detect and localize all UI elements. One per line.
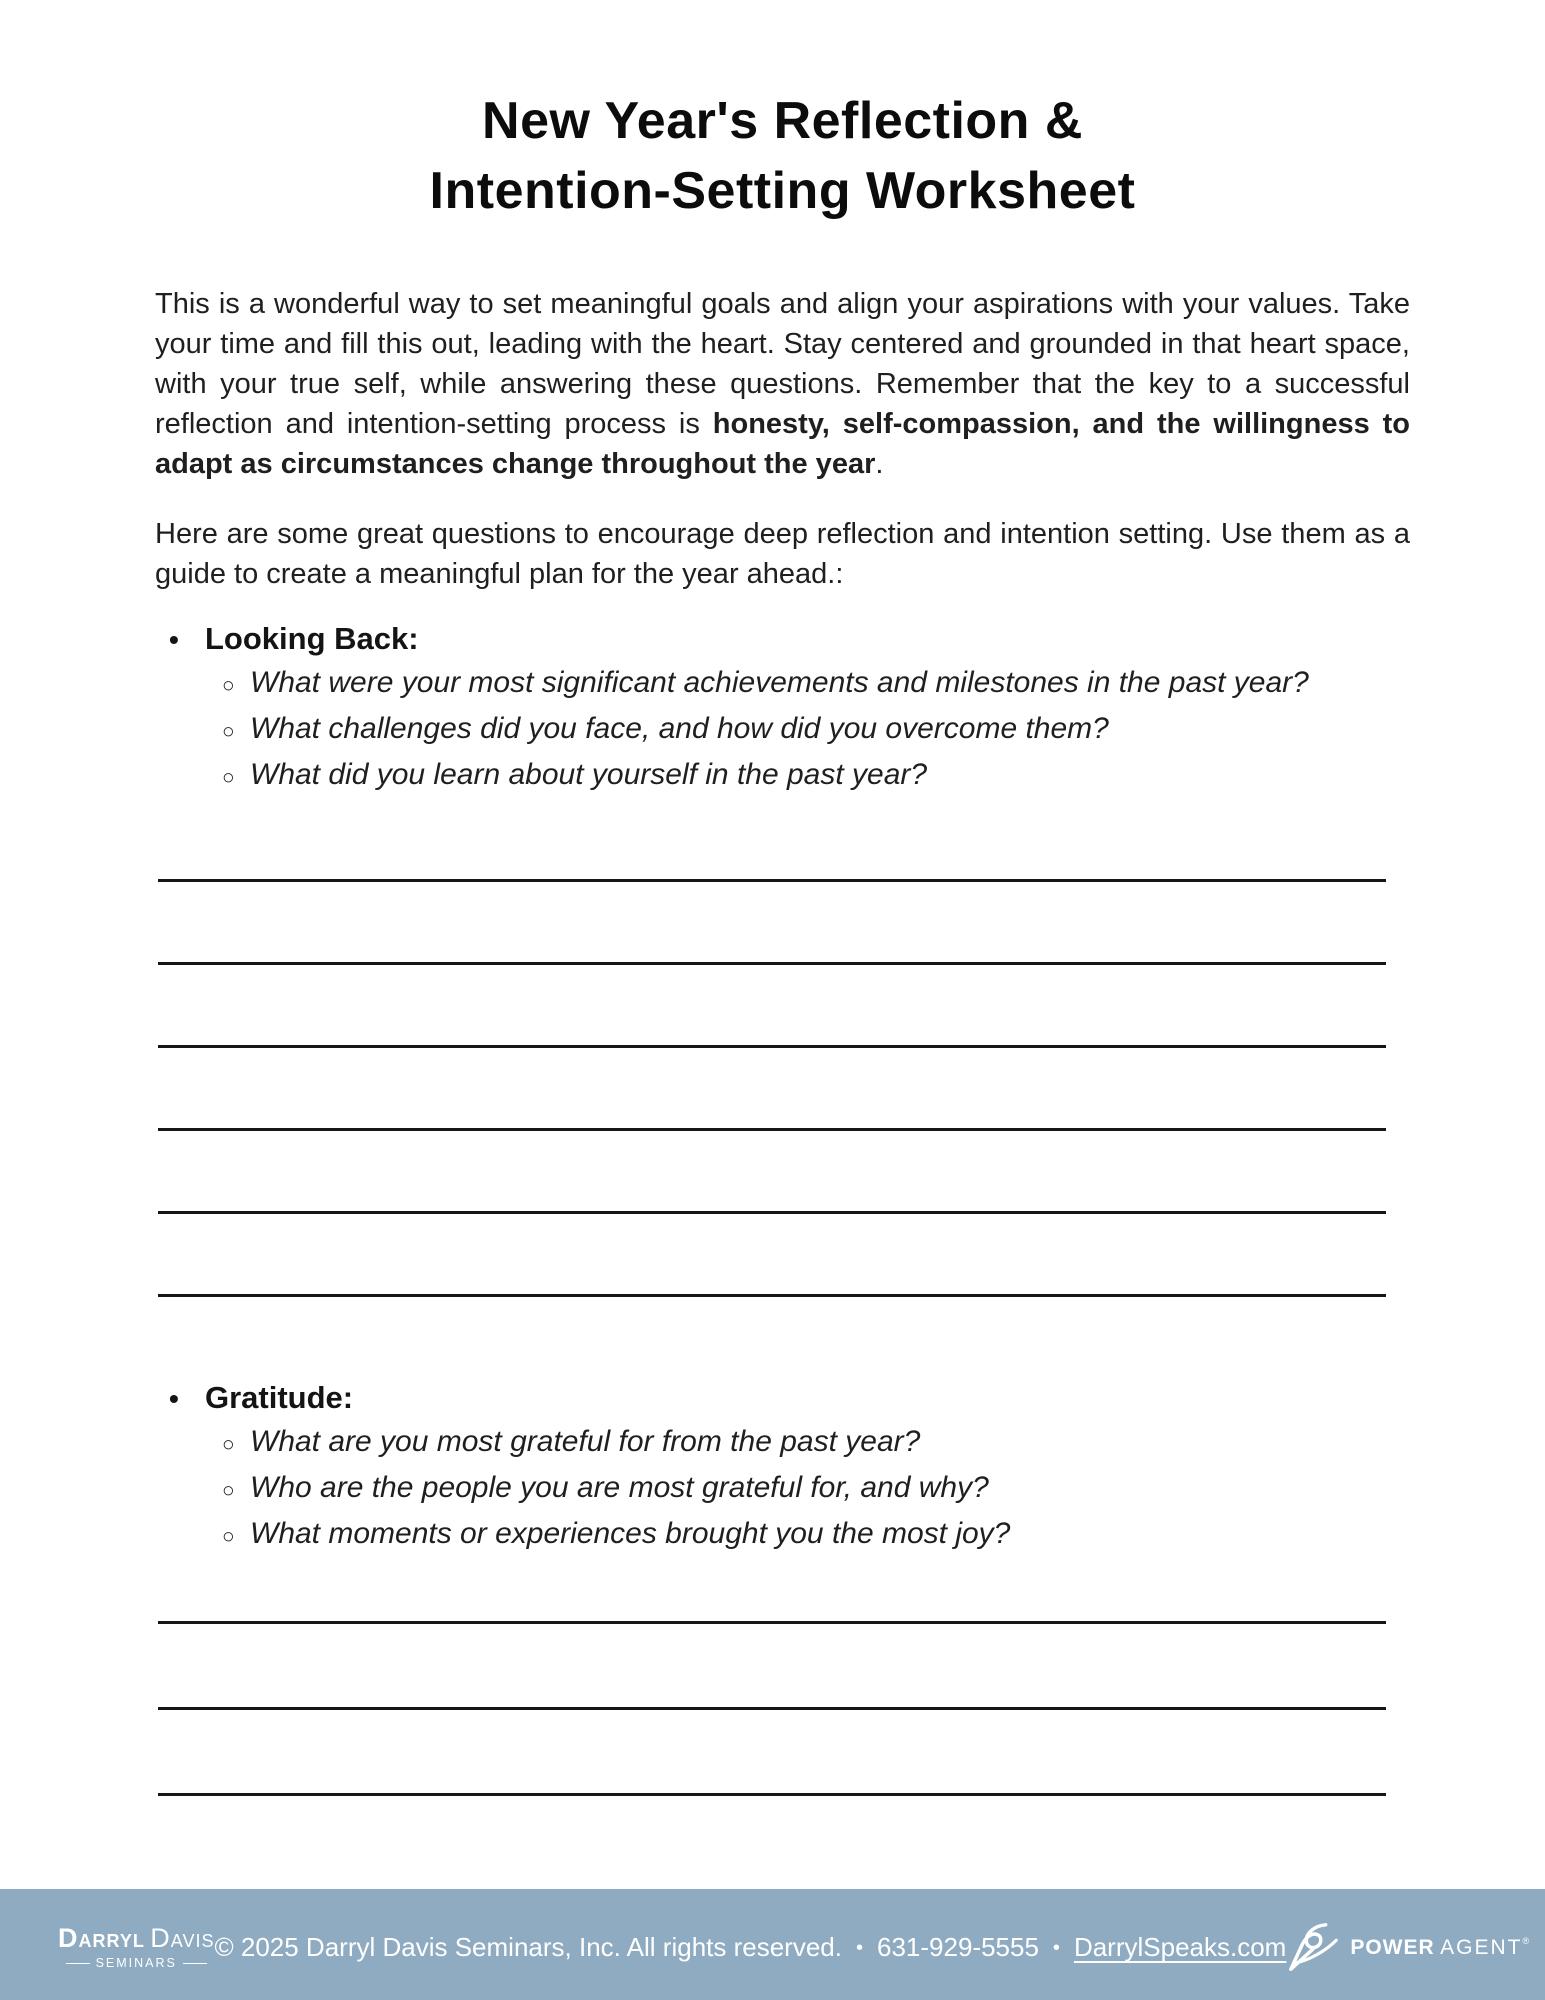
page-title-line1: New Year's Reflection & [482, 92, 1083, 150]
page-title [155, 86, 1410, 226]
circle-bullet-icon: ○ [222, 766, 235, 789]
logo-subtext-row [58, 1957, 214, 1970]
bullet-icon: • [169, 1383, 179, 1414]
section-looking-back [155, 618, 1410, 799]
darryl-davis-logo-text [58, 1925, 214, 1952]
answer-write-line [158, 962, 1386, 965]
question-text: Who are the people you are most grateful for, and why? [250, 1471, 989, 1504]
footer-copyright-row [214, 1932, 1286, 1963]
answer-write-line [158, 1045, 1386, 1048]
page-content [0, 86, 1545, 1796]
website-link[interactable]: DarrylSpeaks.com [1073, 1932, 1287, 1962]
question-text: What moments or experiences brought you the most joy? [250, 1517, 1011, 1550]
logo-rule-right [183, 1963, 207, 1964]
bullet-icon: • [169, 624, 179, 655]
registered-trademark-symbol: ® [1522, 1935, 1531, 1946]
logo-word: ARRYL [78, 1931, 145, 1952]
answer-write-line [158, 1128, 1386, 1131]
guide-paragraph: Here are some great questions to encourage deep reflection and intention setting. Use them as a guide to create a meaningful plan for the year ahead.: [155, 518, 1410, 590]
separator-dot: • [855, 1937, 863, 1959]
agent-word: AGENT [1440, 1935, 1523, 1959]
logo-word: AVIS [170, 1931, 215, 1952]
question-text: What are you most grateful for from the past year? [250, 1425, 921, 1458]
section-heading-looking-back [155, 618, 1410, 661]
question-item [155, 1466, 1410, 1512]
question-item [155, 661, 1410, 707]
answer-write-line [158, 879, 1386, 882]
circle-bullet-icon: ○ [222, 1525, 235, 1548]
question-item [155, 753, 1410, 799]
section-title-looking-back: Looking Back: [205, 621, 419, 656]
phone-number: 631-929-5555 [877, 1932, 1039, 1962]
section-heading-gratitude [155, 1377, 1410, 1420]
power-agent-logo-text [1350, 1936, 1530, 1960]
circle-bullet-icon: ○ [222, 720, 235, 743]
answer-write-line [158, 1707, 1386, 1710]
circle-bullet-icon: ○ [222, 674, 235, 697]
question-item [155, 707, 1410, 753]
intro-paragraph [155, 284, 1410, 484]
page-title-line2: Intention-Setting Worksheet [429, 162, 1136, 220]
power-agent-swoosh-icon [1286, 1919, 1344, 1977]
answer-lines-looking-back [155, 879, 1410, 1297]
question-item [155, 1420, 1410, 1466]
answer-write-line [158, 1793, 1386, 1796]
intro-period: . [875, 448, 884, 480]
circle-bullet-icon: ○ [222, 1433, 235, 1456]
question-text: What were your most significant achievements and milestones in the past year? [250, 666, 1309, 699]
power-agent-logo [1286, 1919, 1530, 1977]
separator-dot: • [1052, 1937, 1060, 1959]
answer-lines-gratitude [155, 1621, 1410, 1796]
question-item [155, 1512, 1410, 1558]
copyright-text: © 2025 Darryl Davis Seminars, Inc. All rights reserved. [214, 1932, 842, 1962]
answer-write-line [158, 1211, 1386, 1214]
footer-bar [0, 1889, 1545, 2000]
logo-subtext: SEMINARS [95, 1956, 177, 1971]
intro-bold-text: honesty, self-compassion, and the willingness to adapt as circumstances change throughout the year [155, 408, 1410, 480]
question-text: What challenges did you face, and how did you overcome them? [250, 712, 1109, 745]
circle-bullet-icon: ○ [222, 1479, 235, 1502]
logo-letter: D [58, 1923, 79, 1954]
answer-write-line [158, 1621, 1386, 1624]
question-text: What did you learn about yourself in the past year? [250, 758, 928, 791]
section-gratitude [155, 1377, 1410, 1558]
logo-rule-left [66, 1963, 90, 1964]
darryl-davis-seminars-logo [58, 1925, 214, 1970]
intro-regular-text: This is a wonderful way to set meaningful goals and align your aspirations with your values. Take your time and fill this out, leading with the heart. Stay centered and grounded in that heart space, with your true self, while answering these questions. Remember that the key to a successful reflection and intention-setting process is [155, 288, 1410, 440]
logo-letter: D [150, 1923, 171, 1954]
answer-write-line [158, 1294, 1386, 1297]
power-word: POWER [1350, 1935, 1435, 1959]
section-title-gratitude: Gratitude: [205, 1380, 354, 1415]
